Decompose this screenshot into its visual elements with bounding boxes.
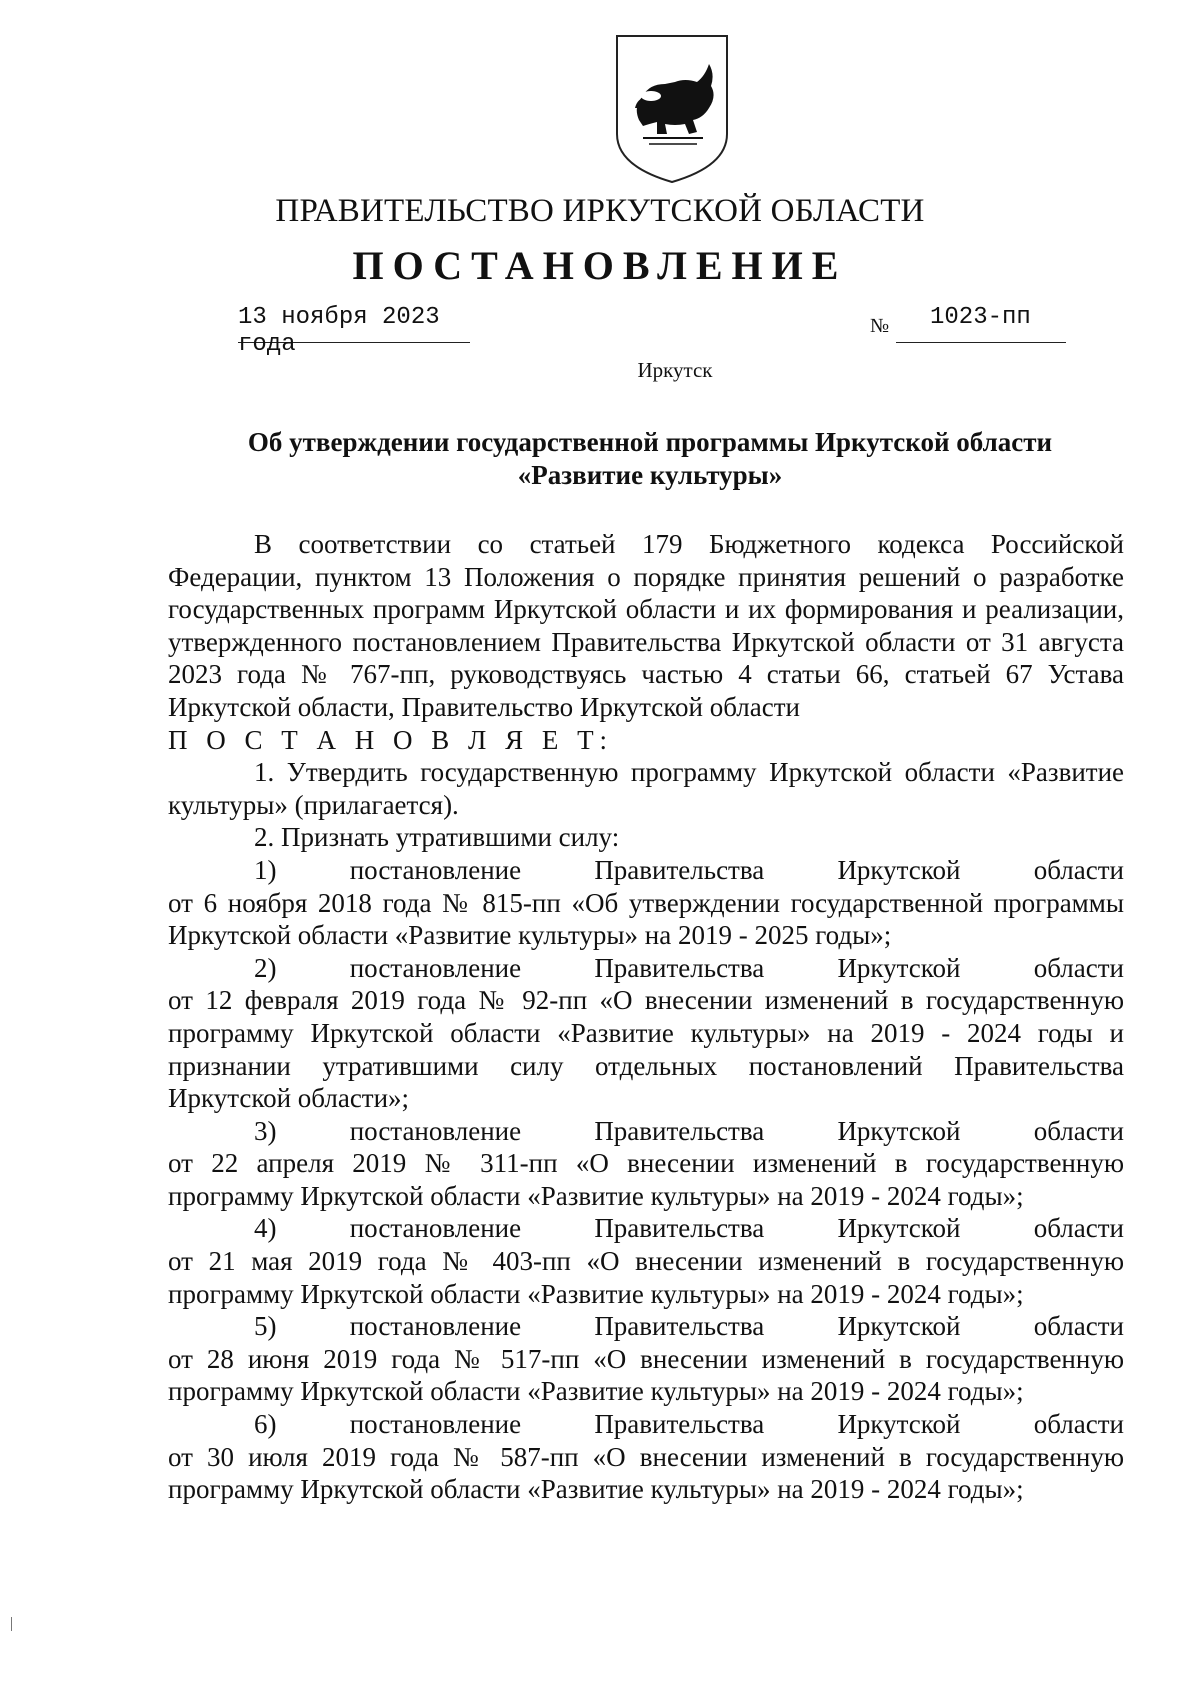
item-text: от 30 июля 2019 года № 587-пп «О внесении изменений в государственную программу Иркутской области «Развитие культуры» на 2019 - 2024 годы»; [168, 1441, 1124, 1505]
item-number: 3) [254, 1115, 277, 1146]
item-word: области [1033, 1213, 1124, 1244]
list-item [168, 952, 1124, 1115]
document-number: 1023-пп [930, 304, 1031, 331]
document-type-title: ПОСТАНОВЛЕНИЕ [352, 243, 848, 288]
government-title: ПРАВИТЕЛЬСТВО ИРКУТСКОЙ ОБЛАСТИ [275, 193, 925, 229]
item-word: Правительства [594, 952, 765, 983]
item-text: от 12 февраля 2019 года № 92-пп «О внесении изменений в государственную программу Иркутской области «Развитие культуры» на 2019 - 2024 годы и признании утратившими силу отдельных постановлений Правительства Иркутской области»; [168, 985, 1124, 1114]
item-word: постановление [349, 1115, 522, 1146]
list-item [168, 1115, 1124, 1213]
item-word: Иркутской [837, 1311, 961, 1342]
item-word: области [1033, 1311, 1124, 1342]
paragraph-1: 1. Утвердить государственную программу Иркутской области «Развитие культуры» (прилагается). [168, 757, 1124, 820]
item-text: от 6 ноября 2018 года № 815-пп «Об утверждении государственной программы Иркутской области «Развитие культуры» на 2019 - 2025 годы»; [168, 887, 1124, 951]
item-number: 5) [254, 1311, 277, 1342]
item-number: 2) [254, 952, 277, 983]
item-word: Правительства [594, 854, 765, 885]
scan-mark [11, 1617, 12, 1631]
resolve-word: П О С Т А Н О В Л Я Е Т: [168, 724, 614, 755]
item-text: от 22 апреля 2019 № 311-пп «О внесении изменений в государственную программу Иркутской области «Развитие культуры» на 2019 - 2024 годы»; [168, 1148, 1124, 1211]
item-text: от 28 июня 2019 года № 517-пп «О внесении изменений в государственную программу Иркутской области «Развитие культуры» на 2019 - 2024 годы»; [168, 1343, 1124, 1407]
item-word: области [1033, 1409, 1124, 1440]
item-word: постановление [349, 952, 522, 983]
irkutsk-coat-of-arms-icon [613, 34, 731, 184]
date-field [238, 304, 470, 358]
document-subject [160, 426, 1140, 492]
item-number: 1) [254, 854, 277, 885]
document-body [168, 528, 1124, 1506]
item-word: Правительства [594, 1311, 765, 1342]
item-word: Правительства [594, 1115, 765, 1146]
number-field [896, 304, 1066, 343]
item-word: Иркутской [837, 952, 961, 983]
preamble-paragraph: В соответствии со статьей 179 Бюджетного кодекса Российской Федерации, пунктом 13 Положения о порядке принятия решений о разработке государственных программ Иркутской области и их формирования и реализации, утвержденного постановлением Правительства Иркутской области от 31 августа 2023 года № 767-пп, руководствуясь частью 4 статьи 66, статьей 67 Устава Иркутской области, Правительство Иркутской области [168, 529, 1124, 722]
item-word: Иркутской [837, 1213, 961, 1244]
number-sign: № [870, 315, 890, 337]
list-item [168, 1310, 1124, 1408]
item-word: Правительства [594, 1213, 765, 1244]
item-word: области [1033, 952, 1124, 983]
paragraph-2: 2. Признать утратившими силу: [254, 822, 620, 853]
city-name: Иркутск [637, 358, 713, 382]
list-item [168, 854, 1124, 952]
item-word: постановление [349, 1409, 522, 1440]
item-word: постановление [349, 1311, 522, 1342]
subject-line-1: Об утверждении государственной программы Иркутской области [247, 427, 1053, 457]
item-number: 6) [254, 1409, 277, 1440]
item-word: Иркутской [837, 1409, 961, 1440]
item-word: Иркутской [837, 854, 961, 885]
item-word: постановление [349, 1213, 522, 1244]
item-text: от 21 мая 2019 года № 403-пп «О внесении изменений в государственную программу Иркутской области «Развитие культуры» на 2019 - 2024 годы»; [168, 1246, 1124, 1309]
item-word: области [1033, 1115, 1124, 1146]
item-word: области [1033, 854, 1124, 885]
item-number: 4) [254, 1213, 277, 1244]
item-word: Иркутской [837, 1115, 961, 1146]
item-word: постановление [349, 854, 522, 885]
subject-line-2: «Развитие культуры» [517, 460, 783, 490]
list-item [168, 1408, 1124, 1506]
list-item [168, 1212, 1124, 1310]
item-word: Правительства [594, 1409, 765, 1440]
document-date: 13 ноября 2023 года [238, 304, 440, 358]
